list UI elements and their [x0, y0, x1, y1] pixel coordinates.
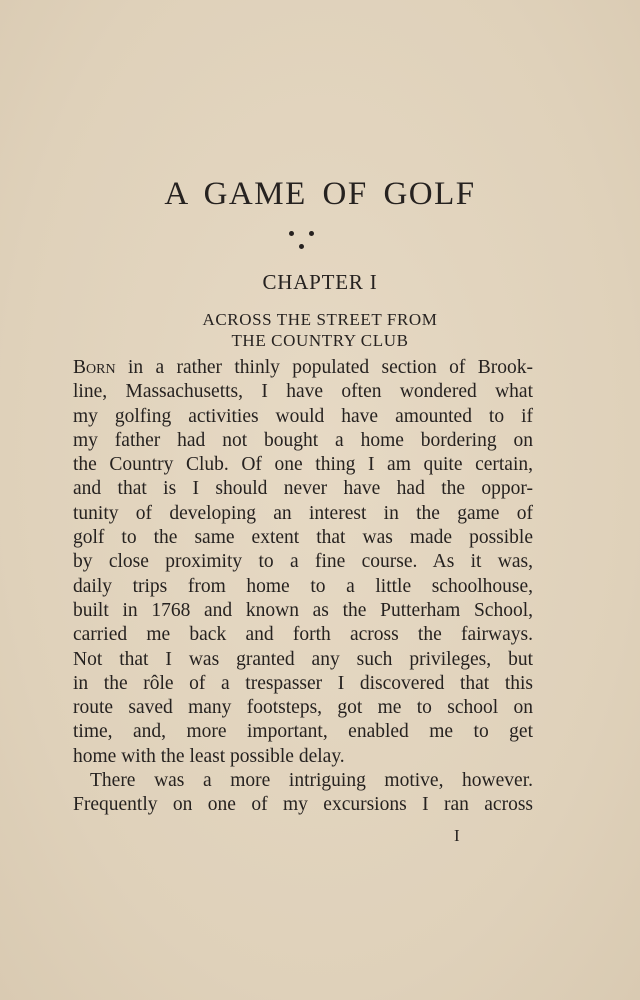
- text-line: by close proximity to a fine course. As it was,: [73, 551, 533, 573]
- chapter-subtitle-line: ACROSS THE STREET FROM: [202, 310, 438, 329]
- text-line: daily trips from home to a little schoolhouse,: [73, 575, 533, 597]
- text-line: my father had not bought a home bordering on: [73, 429, 533, 451]
- text-line: line, Massachusetts, I have often wondered what: [73, 381, 533, 403]
- text-line: the Country Club. Of one thing I am quite certain,: [73, 454, 533, 476]
- text-line: [73, 356, 533, 380]
- text-line: my golfing activities would have amounted to if: [73, 405, 533, 427]
- ornament-dot: [299, 244, 304, 249]
- text-line: home with the least possible delay.: [73, 745, 345, 767]
- ornament-dot: [309, 231, 314, 236]
- text-line: Frequently on one of my excursions I ran across: [73, 794, 533, 816]
- chapter-subtitle-line: THE COUNTRY CLUB: [231, 331, 409, 350]
- chapter-subtitle: [0, 309, 640, 351]
- first-word: Born: [73, 357, 116, 378]
- text-line: built in 1768 and known as the Putterham School,: [73, 599, 533, 621]
- text-line: golf to the same extent that was made possible: [73, 527, 533, 549]
- text-line: tunity of developing an interest in the game of: [73, 502, 533, 524]
- page-number: I: [454, 826, 460, 845]
- chapter-heading: CHAPTER I: [262, 270, 378, 294]
- text-line: time, and, more important, enabled me to get: [73, 721, 533, 743]
- text-line: in the rôle of a trespasser I discovered that this: [73, 672, 533, 694]
- text-line-content: in a rather thinly populated section of Brook-: [115, 357, 533, 378]
- ornament-dot: [289, 231, 294, 236]
- text-line: and that is I should never have had the oppor-: [73, 478, 533, 500]
- ornament-dots: [284, 228, 320, 254]
- text-line: There was a more intriguing motive, however.: [90, 770, 533, 792]
- book-title: A GAME OF GOLF: [164, 176, 476, 212]
- chapter-body: [73, 356, 533, 818]
- text-line: Not that I was granted any such privileges, but: [73, 648, 533, 670]
- text-line: carried me back and forth across the fairways.: [73, 624, 533, 646]
- text-line: route saved many footsteps, got me to school on: [73, 697, 533, 719]
